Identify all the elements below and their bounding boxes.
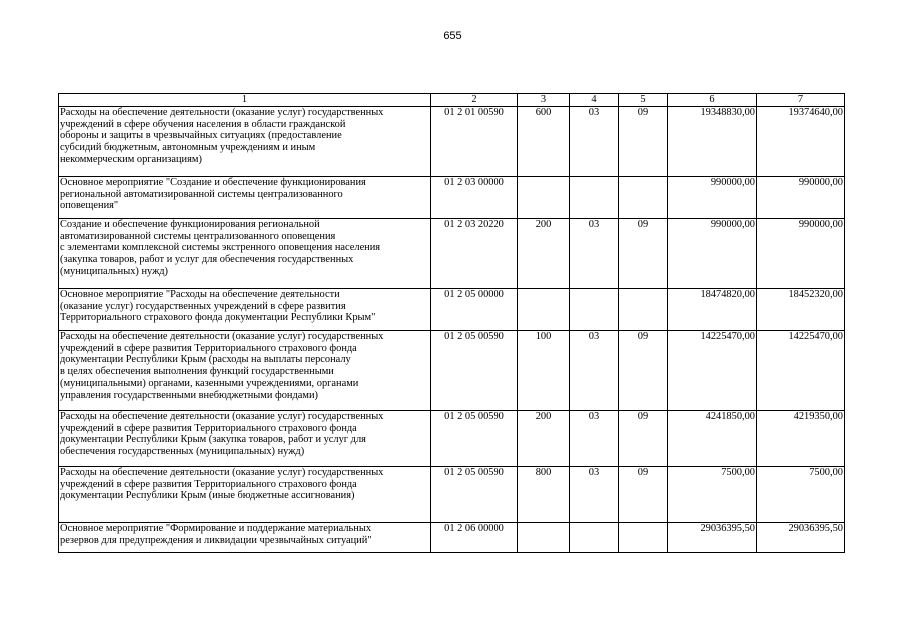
subsection-cell: 09 — [619, 218, 668, 288]
description-line: (муниципальных) нужд) — [60, 265, 169, 277]
amount-year-2-cell — [757, 218, 845, 288]
amount-value: 14225470,00 — [700, 330, 755, 342]
section-cell — [570, 288, 619, 330]
header-col-6: 6 — [668, 94, 757, 107]
amount-value: 18452320,00 — [788, 288, 843, 300]
budget-table — [58, 93, 845, 553]
description-line: документации Республики Крым (расходы на выплаты персоналу — [60, 354, 351, 366]
amount-year-2-cell — [757, 410, 845, 466]
amount-year-1-cell — [668, 218, 757, 288]
description-line: Основное мероприятие "Создание и обеспечение функционирования — [60, 176, 366, 188]
description-line: Расходы на обеспечение деятельности (оказание услуг) государственных — [60, 330, 384, 342]
table-row — [59, 330, 845, 410]
expense-type-cell: 200 — [518, 218, 570, 288]
amount-year-1-cell — [668, 330, 757, 410]
amount-value: 29036395,50 — [700, 522, 755, 534]
target-code-cell: 01 2 06 00000 — [431, 522, 518, 552]
description-line: Основное мероприятие "Формирование и поддержание материальных — [60, 522, 372, 534]
header-col-5: 5 — [619, 94, 668, 107]
amount-value: 18474820,00 — [700, 288, 755, 300]
amount-value: 990000,00 — [798, 218, 843, 230]
amount-value: 7500,00 — [809, 466, 843, 478]
description-line: оповещения" — [60, 200, 119, 212]
expense-type-cell — [518, 522, 570, 552]
amount-value: 4241850,00 — [705, 410, 755, 422]
description-line: обороны и защиты в чрезвычайных ситуациях (предоставление — [60, 130, 342, 142]
expense-type-cell: 800 — [518, 466, 570, 522]
amount-value: 29036395,50 — [788, 522, 843, 534]
header-col-2: 2 — [431, 94, 518, 107]
expense-description — [59, 466, 431, 522]
expense-description — [59, 218, 431, 288]
table-row — [59, 288, 845, 330]
amount-year-1-cell — [668, 288, 757, 330]
target-code-cell: 01 2 05 00590 — [431, 330, 518, 410]
amount-year-2-cell — [757, 330, 845, 410]
amount-value: 990000,00 — [710, 176, 755, 188]
subsection-cell: 09 — [619, 466, 668, 522]
expense-type-cell — [518, 176, 570, 218]
amount-year-2-cell — [757, 466, 845, 522]
expense-description — [59, 288, 431, 330]
expense-description — [59, 330, 431, 410]
target-code-cell: 01 2 05 00590 — [431, 410, 518, 466]
header-row — [59, 94, 845, 107]
subsection-cell: 09 — [619, 410, 668, 466]
table-row — [59, 106, 845, 176]
target-code-cell: 01 2 03 20220 — [431, 218, 518, 288]
page-number: 655 — [443, 30, 462, 42]
description-line: Расходы на обеспечение деятельности (оказание услуг) государственных — [60, 106, 384, 118]
expense-type-cell — [518, 288, 570, 330]
expense-description — [59, 522, 431, 552]
section-cell: 03 — [570, 218, 619, 288]
table-row — [59, 522, 845, 552]
amount-value: 7500,00 — [721, 466, 755, 478]
description-line: документации Республики Крым (закупка товаров, работ и услуг для — [60, 434, 366, 446]
description-line: некоммерческим организациям) — [60, 153, 202, 165]
description-line: управления государственными внебюджетными фондами) — [60, 389, 318, 401]
subsection-cell — [619, 522, 668, 552]
description-line: в целях обеспечения выполнения функций государственными — [60, 366, 334, 378]
amount-year-2-cell — [757, 106, 845, 176]
expense-description — [59, 106, 431, 176]
subsection-cell: 09 — [619, 106, 668, 176]
table-row — [59, 466, 845, 522]
description-line: Территориального страхового фонда документации Республики Крым" — [60, 312, 376, 324]
description-line: учреждений в сфере развития Территориального страхового фонда — [60, 342, 357, 354]
amount-year-2-cell — [757, 288, 845, 330]
amount-year-1-cell — [668, 466, 757, 522]
amount-year-1-cell — [668, 106, 757, 176]
amount-value: 4219350,00 — [793, 410, 843, 422]
subsection-cell — [619, 176, 668, 218]
description-line: учреждений в сфере развития Территориального страхового фонда — [60, 422, 357, 434]
description-line: Расходы на обеспечение деятельности (оказание услуг) государственных — [60, 466, 384, 478]
description-line: учреждений в сфере обучения населения в области гражданской — [60, 118, 346, 130]
amount-value: 19374640,00 — [788, 106, 843, 118]
subsection-cell: 09 — [619, 330, 668, 410]
expense-description — [59, 176, 431, 218]
section-cell — [570, 522, 619, 552]
table-body — [59, 106, 845, 552]
header-col-3: 3 — [518, 94, 570, 107]
description-line: Основное мероприятие "Расходы на обеспечение деятельности — [60, 288, 340, 300]
header-col-1: 1 — [59, 94, 431, 107]
amount-value: 19348830,00 — [700, 106, 755, 118]
table-row — [59, 176, 845, 218]
expense-type-cell: 200 — [518, 410, 570, 466]
table-row — [59, 410, 845, 466]
section-cell: 03 — [570, 330, 619, 410]
description-line: обеспечения государственных (муниципальных) нужд) — [60, 446, 305, 458]
amount-year-2-cell — [757, 176, 845, 218]
amount-year-1-cell — [668, 410, 757, 466]
description-line: документации Республики Крым (иные бюджетные ассигнования) — [60, 490, 355, 502]
expense-description — [59, 410, 431, 466]
table-row — [59, 218, 845, 288]
section-cell: 03 — [570, 466, 619, 522]
description-line: (муниципальными) органами, казенными учреждениями, органами — [60, 377, 359, 389]
description-line: (оказание услуг) государственных учреждений в сфере развития — [60, 300, 346, 312]
description-line: субсидий бюджетным, автономным учреждениям и иным — [60, 142, 316, 154]
section-cell — [570, 176, 619, 218]
expense-type-cell: 600 — [518, 106, 570, 176]
amount-value: 990000,00 — [710, 218, 755, 230]
amount-year-1-cell — [668, 522, 757, 552]
description-line: (закупка товаров, работ и услуг для обеспечения государственных — [60, 254, 354, 266]
amount-value: 14225470,00 — [788, 330, 843, 342]
amount-year-1-cell — [668, 176, 757, 218]
target-code-cell: 01 2 05 00000 — [431, 288, 518, 330]
description-line: резервов для предупреждения и ликвидации чрезвычайных ситуаций" — [60, 534, 372, 546]
amount-value: 990000,00 — [798, 176, 843, 188]
section-cell: 03 — [570, 106, 619, 176]
target-code-cell: 01 2 03 00000 — [431, 176, 518, 218]
amount-year-2-cell — [757, 522, 845, 552]
description-line: учреждений в сфере развития Территориального страхового фонда — [60, 478, 357, 490]
subsection-cell — [619, 288, 668, 330]
header-col-7: 7 — [757, 94, 845, 107]
description-line: автоматизированной системы централизованного оповещения — [60, 230, 336, 242]
description-line: региональной автоматизированной системы централизованного — [60, 188, 343, 200]
target-code-cell: 01 2 01 00590 — [431, 106, 518, 176]
description-line: Расходы на обеспечение деятельности (оказание услуг) государственных — [60, 410, 384, 422]
expense-type-cell: 100 — [518, 330, 570, 410]
section-cell: 03 — [570, 410, 619, 466]
header-col-4: 4 — [570, 94, 619, 107]
description-line: Создание и обеспечение функционирования региональной — [60, 218, 320, 230]
description-line: с элементами комплексной системы экстренного оповещения населения — [60, 242, 381, 254]
target-code-cell: 01 2 05 00590 — [431, 466, 518, 522]
